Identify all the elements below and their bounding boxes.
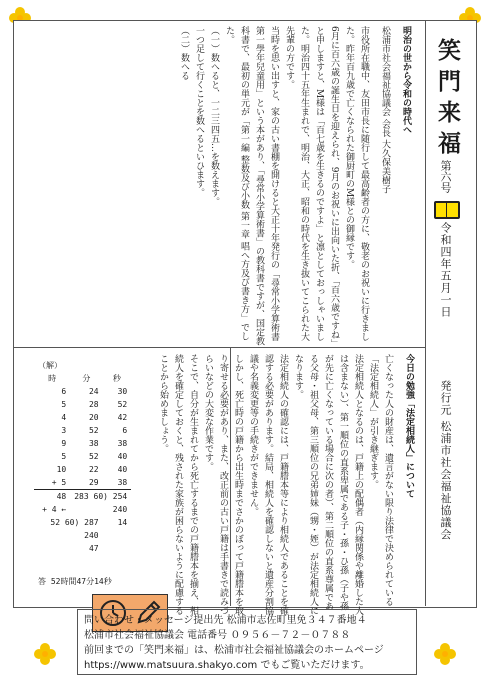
calc-answer: 答 52時間47分14秒 [38, 577, 112, 586]
calc-cell: 283 60) 254 [74, 492, 128, 501]
article-paragraph: 法定相続人の確認には、戸籍謄本等により相続人であることを確認する必要があります。結局、相続人を確認しないと遺産分割協議や名義変更等の手続きができません。 [248, 354, 288, 615]
article-paragraph: （一）数へると、一二三四五…を数えます。 [209, 26, 219, 206]
article-heading: 今日の勉強「法定相続人」について [404, 354, 414, 498]
article-byline: 松浦市社会福祉協議会 会長 大久保美樹子 [380, 26, 390, 194]
flower-icon [34, 643, 56, 665]
calc-cell: 38 [117, 439, 128, 448]
calc-cell: 47 [88, 544, 99, 553]
calc-header: 時 [48, 374, 57, 383]
issued-label: 発行元 [439, 380, 452, 416]
book-icon [434, 201, 460, 219]
calc-cell: 14 [117, 518, 128, 527]
calc-cell: 52 [88, 426, 99, 435]
issue-number: 第六号 [439, 160, 452, 193]
calc-cell: 10 [56, 465, 67, 474]
article-paragraph: そこで、自分が生まれてから死亡するまでの戸籍謄本を揃え、相続人を確定しておくと、残された家族が困らないように配慮することから始めましょう。 [158, 354, 198, 615]
calc-cell: 30 [117, 387, 128, 396]
calc-table [34, 372, 131, 555]
calc-cell: 52 [117, 400, 128, 409]
article-paragraph: しかし、死亡時の戸籍から出生時までさかのぼって戸籍謄本を取り寄せる必要があり、また、改正前の古い戸籍は手書きで読みづらいなどの大変な作業です。 [203, 354, 243, 615]
calc-cell: 38 [103, 476, 132, 490]
article-paragraph: 市役所在職中、友田市長に随行して最高齢者の方に、敬老のお祝いに行きました。昨年百九歳で亡くなられた御厨町のM様との御縁です。 [344, 26, 369, 341]
calc-cell: 52 [88, 452, 99, 461]
footer-url[interactable]: https://www.matsuura.shakyo.com でもご覧いただけます。 [84, 660, 370, 671]
masthead-title: 笑門来福 [434, 38, 461, 162]
calc-cell: 9 [61, 439, 67, 448]
article-paragraph: 6月に百六歳の誕生日を迎えられ、9月のお祝いに出向いた折、「百六歳ですね」と申しますと、M様は「百七歳を生きるのですよ」と凛としておっしゃいました。明治四十五年生まれで、明治、大正、昭和の時代を生き抜いてこられた大先輩の方です。 [284, 26, 339, 344]
article-main [31, 26, 413, 346]
calc-cell: 24 [88, 387, 99, 396]
footer-line: 前回までの「笑門来福」は、松浦市社会福祉協議会のホームページ [84, 645, 384, 656]
calc-cell: 40 [117, 452, 128, 461]
section-divider [13, 347, 425, 348]
calc-cell: 28 [88, 400, 99, 409]
calc-cell: + 4 ← [42, 505, 67, 514]
calc-cell: 38 [88, 439, 99, 448]
calc-cell: 5 [61, 452, 67, 461]
calc-cell: 52 60) 287 [50, 518, 99, 527]
banner-divider [425, 20, 426, 606]
publisher [437, 380, 453, 541]
calc-cell: 5 [61, 400, 67, 409]
contact-footer [77, 609, 417, 675]
calc-cell: 240 [84, 531, 99, 540]
article-paragraph: 亡くなった人の財産は、遺言がない限り法律で決められている「法定相続人」が引き継ぎます。 [368, 354, 393, 606]
calc-header: 秒 [112, 374, 121, 383]
calc-cell: 29 [70, 476, 102, 490]
publisher-name: 松浦市社会福祉協議会 [439, 420, 452, 541]
calc-cell: 48 [56, 492, 67, 501]
article-paragraph: 当時を思い出すと、家の古い書棚を開けると大正十年発行の「尋常小学算術書第一學年兒童用」という本があり、「尋常小学算術書」の教科書ですが、国定教科書で、最初の単元が「第一編 整数及び小数 第一章 唱へ方及び書き方」でした。 [224, 26, 279, 346]
footer-line: 松浦市社会福祉協議会 電話番号 ０９５６－７２－０７８８ [84, 630, 351, 641]
calc-label: （解） [38, 361, 62, 370]
calc-cell: 42 [117, 413, 128, 422]
calculation-block [28, 354, 224, 614]
article-heading: 明治の世から令和の時代へ [401, 26, 411, 134]
article-paragraph: （二）数へる [179, 26, 189, 80]
calc-cell: + 5 [34, 476, 70, 490]
calc-cell: 6 [122, 426, 128, 435]
calc-cell: 3 [61, 426, 67, 435]
calc-cell: 240 [112, 505, 128, 514]
flower-icon [434, 643, 456, 665]
calc-header: 分 [82, 374, 91, 383]
article-paragraph: 一つ足して行くことを数へるといひます。 [194, 26, 204, 197]
calc-cell: 22 [88, 465, 99, 474]
calc-cell: 6 [61, 387, 67, 396]
article-legal [158, 354, 416, 616]
calc-cell: 4 [61, 413, 67, 422]
calc-cell: 20 [88, 413, 99, 422]
calc-cell: 40 [117, 465, 128, 474]
footer-line: 問い合わせ・メッセージ提出先 松浦市志佐町里免３４７番地４ [84, 615, 367, 626]
publish-date: 令和四年五月一日 [439, 222, 452, 318]
article-paragraph: 法定相続人となるのは、戸籍上の配偶者（内縁関係や離婚した人は含まない）、第一順位の直系卑属である子・孫・ひ孫（子や孫が先に亡くなっている場合に次の者）、第二順位の直系尊属である父母・祖父母、第三順位の兄弟姉妹（甥・姪）が法定相続人になります。 [293, 354, 363, 615]
